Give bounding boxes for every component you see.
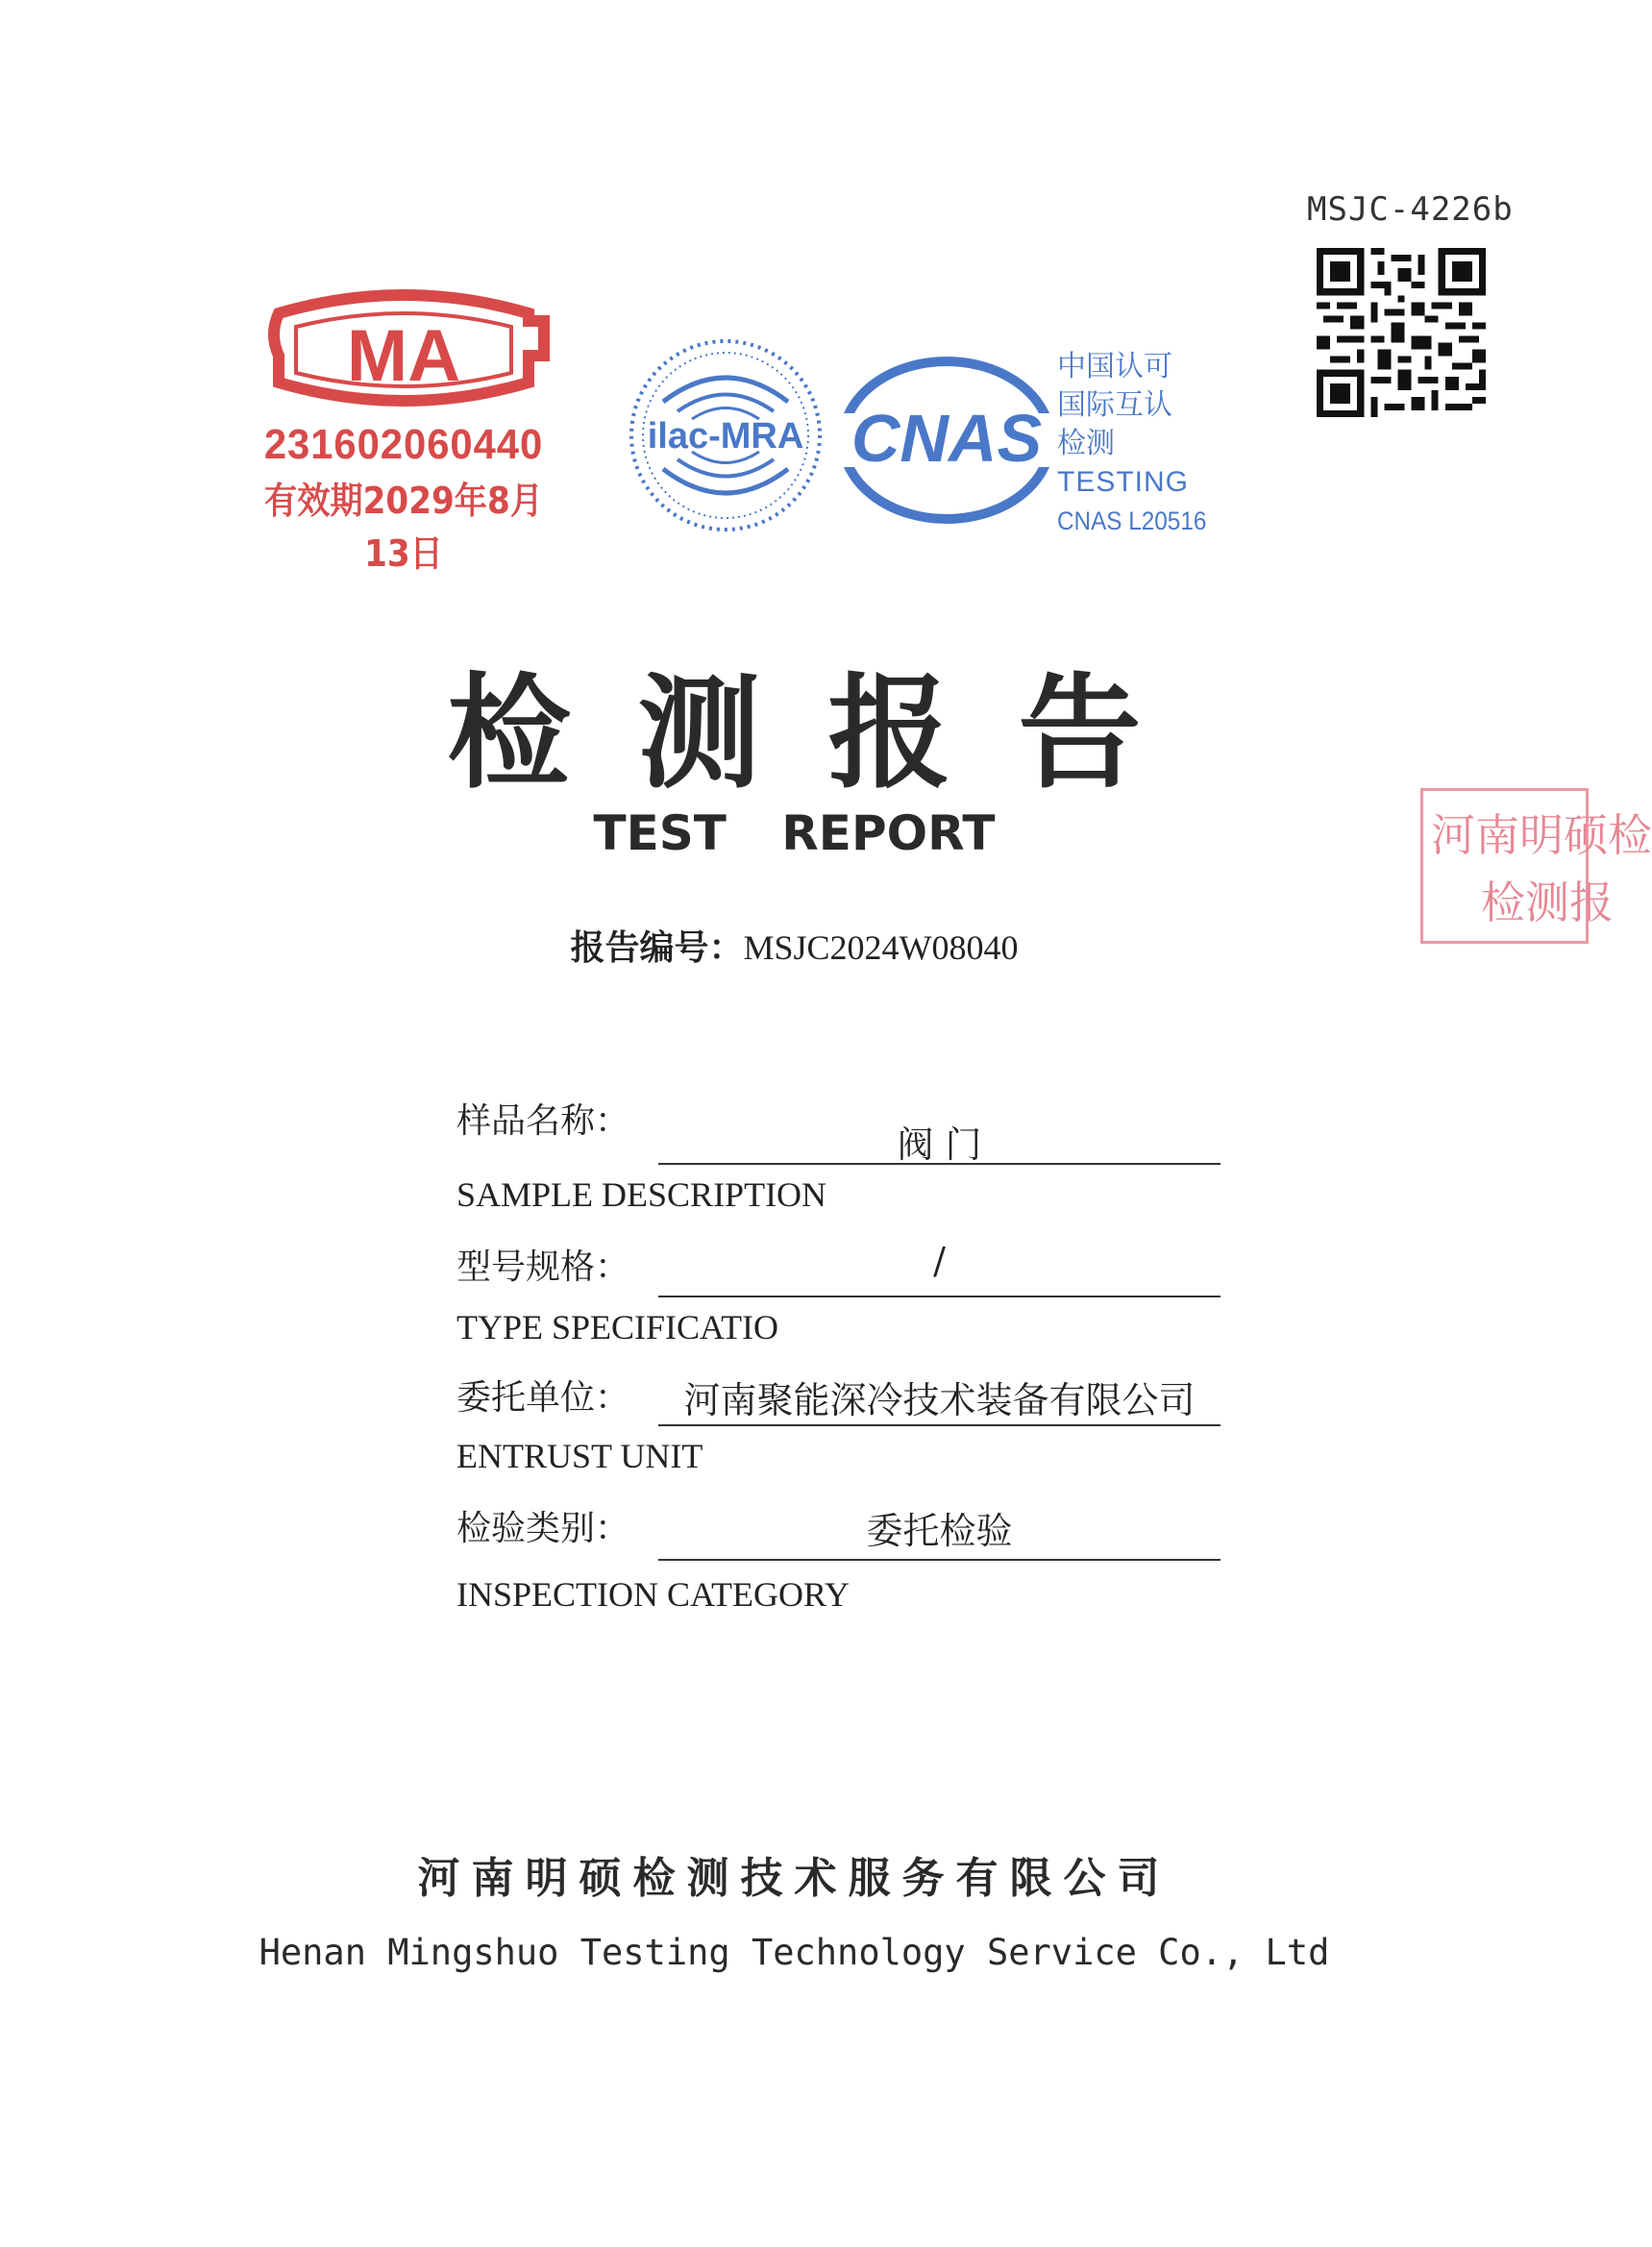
cma-number: 231602060440: [263, 421, 544, 468]
entrust-unit-underline: [658, 1424, 1221, 1426]
type-specification-underline: [658, 1296, 1221, 1297]
stamp-line-2: 检测报: [1481, 877, 1614, 928]
inspection-category-label: 检验类别：: [456, 1509, 630, 1548]
cnas-logo-icon: [836, 354, 1057, 527]
cma-logo-text: MA: [346, 315, 461, 397]
sample-description-underline: [658, 1163, 1221, 1165]
cnas-number: CNAS L20516: [1057, 506, 1207, 535]
type-specification-label: 型号规格：: [456, 1247, 630, 1287]
entrust-unit-label-en: ENTRUST UNIT: [456, 1437, 703, 1475]
stamp-line-1: 河南明硕检: [1431, 809, 1652, 861]
inspection-category-value: 委托检验: [866, 1510, 1013, 1552]
qr-code-icon: [1317, 248, 1486, 417]
report-number-label: 报告编号：: [570, 928, 744, 968]
cnas-side-line-2: 国际互认: [1057, 388, 1172, 422]
ilac-logo-text: ilac-MRA: [647, 416, 804, 457]
cnas-side-line-1: 中国认可: [1057, 350, 1172, 383]
sample-description-label-en: SAMPLE DESCRIPTION: [456, 1175, 827, 1214]
sample-description-label: 样品名称：: [456, 1101, 630, 1141]
report-number-value: MSJC2024W08040: [743, 928, 1019, 967]
company-name-en: Henan Mingshuo Testing Technology Service Co., Ltd: [259, 1932, 1330, 1973]
cnas-logo-text: CNAS: [851, 401, 1043, 476]
report-title-cn: 检测报告: [447, 661, 1209, 805]
entrust-unit-label: 委托单位：: [456, 1378, 630, 1418]
report-title-en: TEST REPORT: [593, 805, 996, 861]
ilac-mra-logo-icon: [625, 334, 826, 536]
cnas-side-line-3: 检测: [1057, 427, 1115, 460]
cnas-testing: TESTING: [1057, 466, 1190, 498]
report-number: [0, 921, 1589, 970]
cma-logo-icon: [240, 286, 567, 421]
inspection-category-label-en: INSPECTION CATEGORY: [456, 1575, 851, 1614]
sample-description-value: 阀 门: [897, 1124, 982, 1166]
document-code: MSJC-4226b: [1307, 190, 1514, 229]
company-name-cn: 河南明硕检测技术服务有限公司: [417, 1854, 1171, 1903]
cma-validity: 有效期2029年8月13日: [264, 480, 543, 575]
type-specification-value: /: [933, 1240, 946, 1282]
entrust-unit-value: 河南聚能深冷技术装备有限公司: [683, 1379, 1196, 1421]
type-specification-label-en: TYPE SPECIFICATIO: [456, 1308, 779, 1346]
cnas-side-text: [1057, 348, 1223, 540]
inspection-category-underline: [658, 1559, 1221, 1561]
cma-certification-mark: [240, 286, 567, 575]
